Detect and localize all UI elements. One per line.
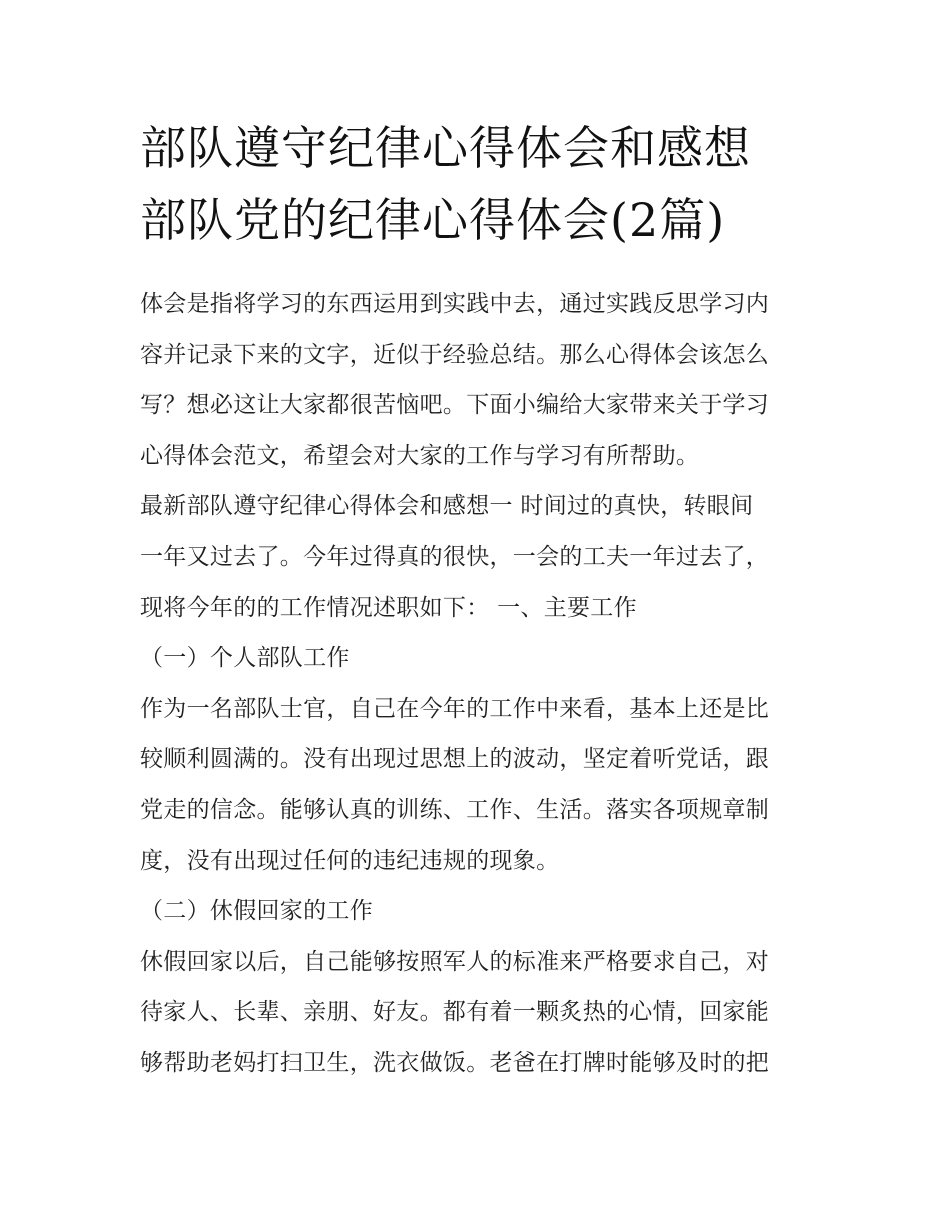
section-heading: （一）个人部队工作 <box>140 645 350 672</box>
body-line: 最新部队遵守纪律心得体会和感想一 时间过的真快，转眼间 <box>140 493 754 520</box>
body-line: 现将今年的的工作情况述职如下： 一、主要工作 <box>140 594 637 621</box>
body-line: 待家人、长辈、亲朋、好友。都有着一颗炙热的心情，回家能 <box>140 999 770 1026</box>
section-heading: （二）休假回家的工作 <box>140 898 373 925</box>
body-line: 体会是指将学习的东西运用到实践中去，通过实践反思学习内 <box>140 291 770 317</box>
title-line-1: 部队遵守纪律心得体会和感想 <box>140 121 751 175</box>
body-line: 容并记录下来的文字，近似于经验总结。那么心得体会该怎么 <box>140 341 770 368</box>
body-line: 作为一名部队士官，自己在今年的工作中来看，基本上还是比 <box>140 695 770 722</box>
body-line: 心得体会范文，希望会对大家的工作与学习有所帮助。 <box>140 442 700 469</box>
document-body <box>140 279 812 1089</box>
document-title <box>140 112 820 256</box>
body-line: 写？想必这让大家都很苦恼吧。下面小编给大家带来关于学习 <box>140 392 770 419</box>
body-line: 较顺利圆满的。没有出现过思想上的波动，坚定着听党话，跟 <box>140 746 770 773</box>
body-line: 够帮助老妈打扫卫生，洗衣做饭。老爸在打牌时能够及时的把 <box>140 1049 770 1076</box>
title-line-2: 部队党的纪律心得体会(2篇) <box>140 193 726 247</box>
body-line: 度，没有出现过任何的违纪违规的现象。 <box>140 847 560 874</box>
body-line: 党走的信念。能够认真的训练、工作、生活。落实各项规章制 <box>140 796 770 823</box>
body-line: 一年又过去了。今年过得真的很快，一会的工夫一年过去了， <box>140 543 770 570</box>
body-line: 休假回家以后，自己能够按照军人的标准来严格要求自己，对 <box>140 948 770 975</box>
